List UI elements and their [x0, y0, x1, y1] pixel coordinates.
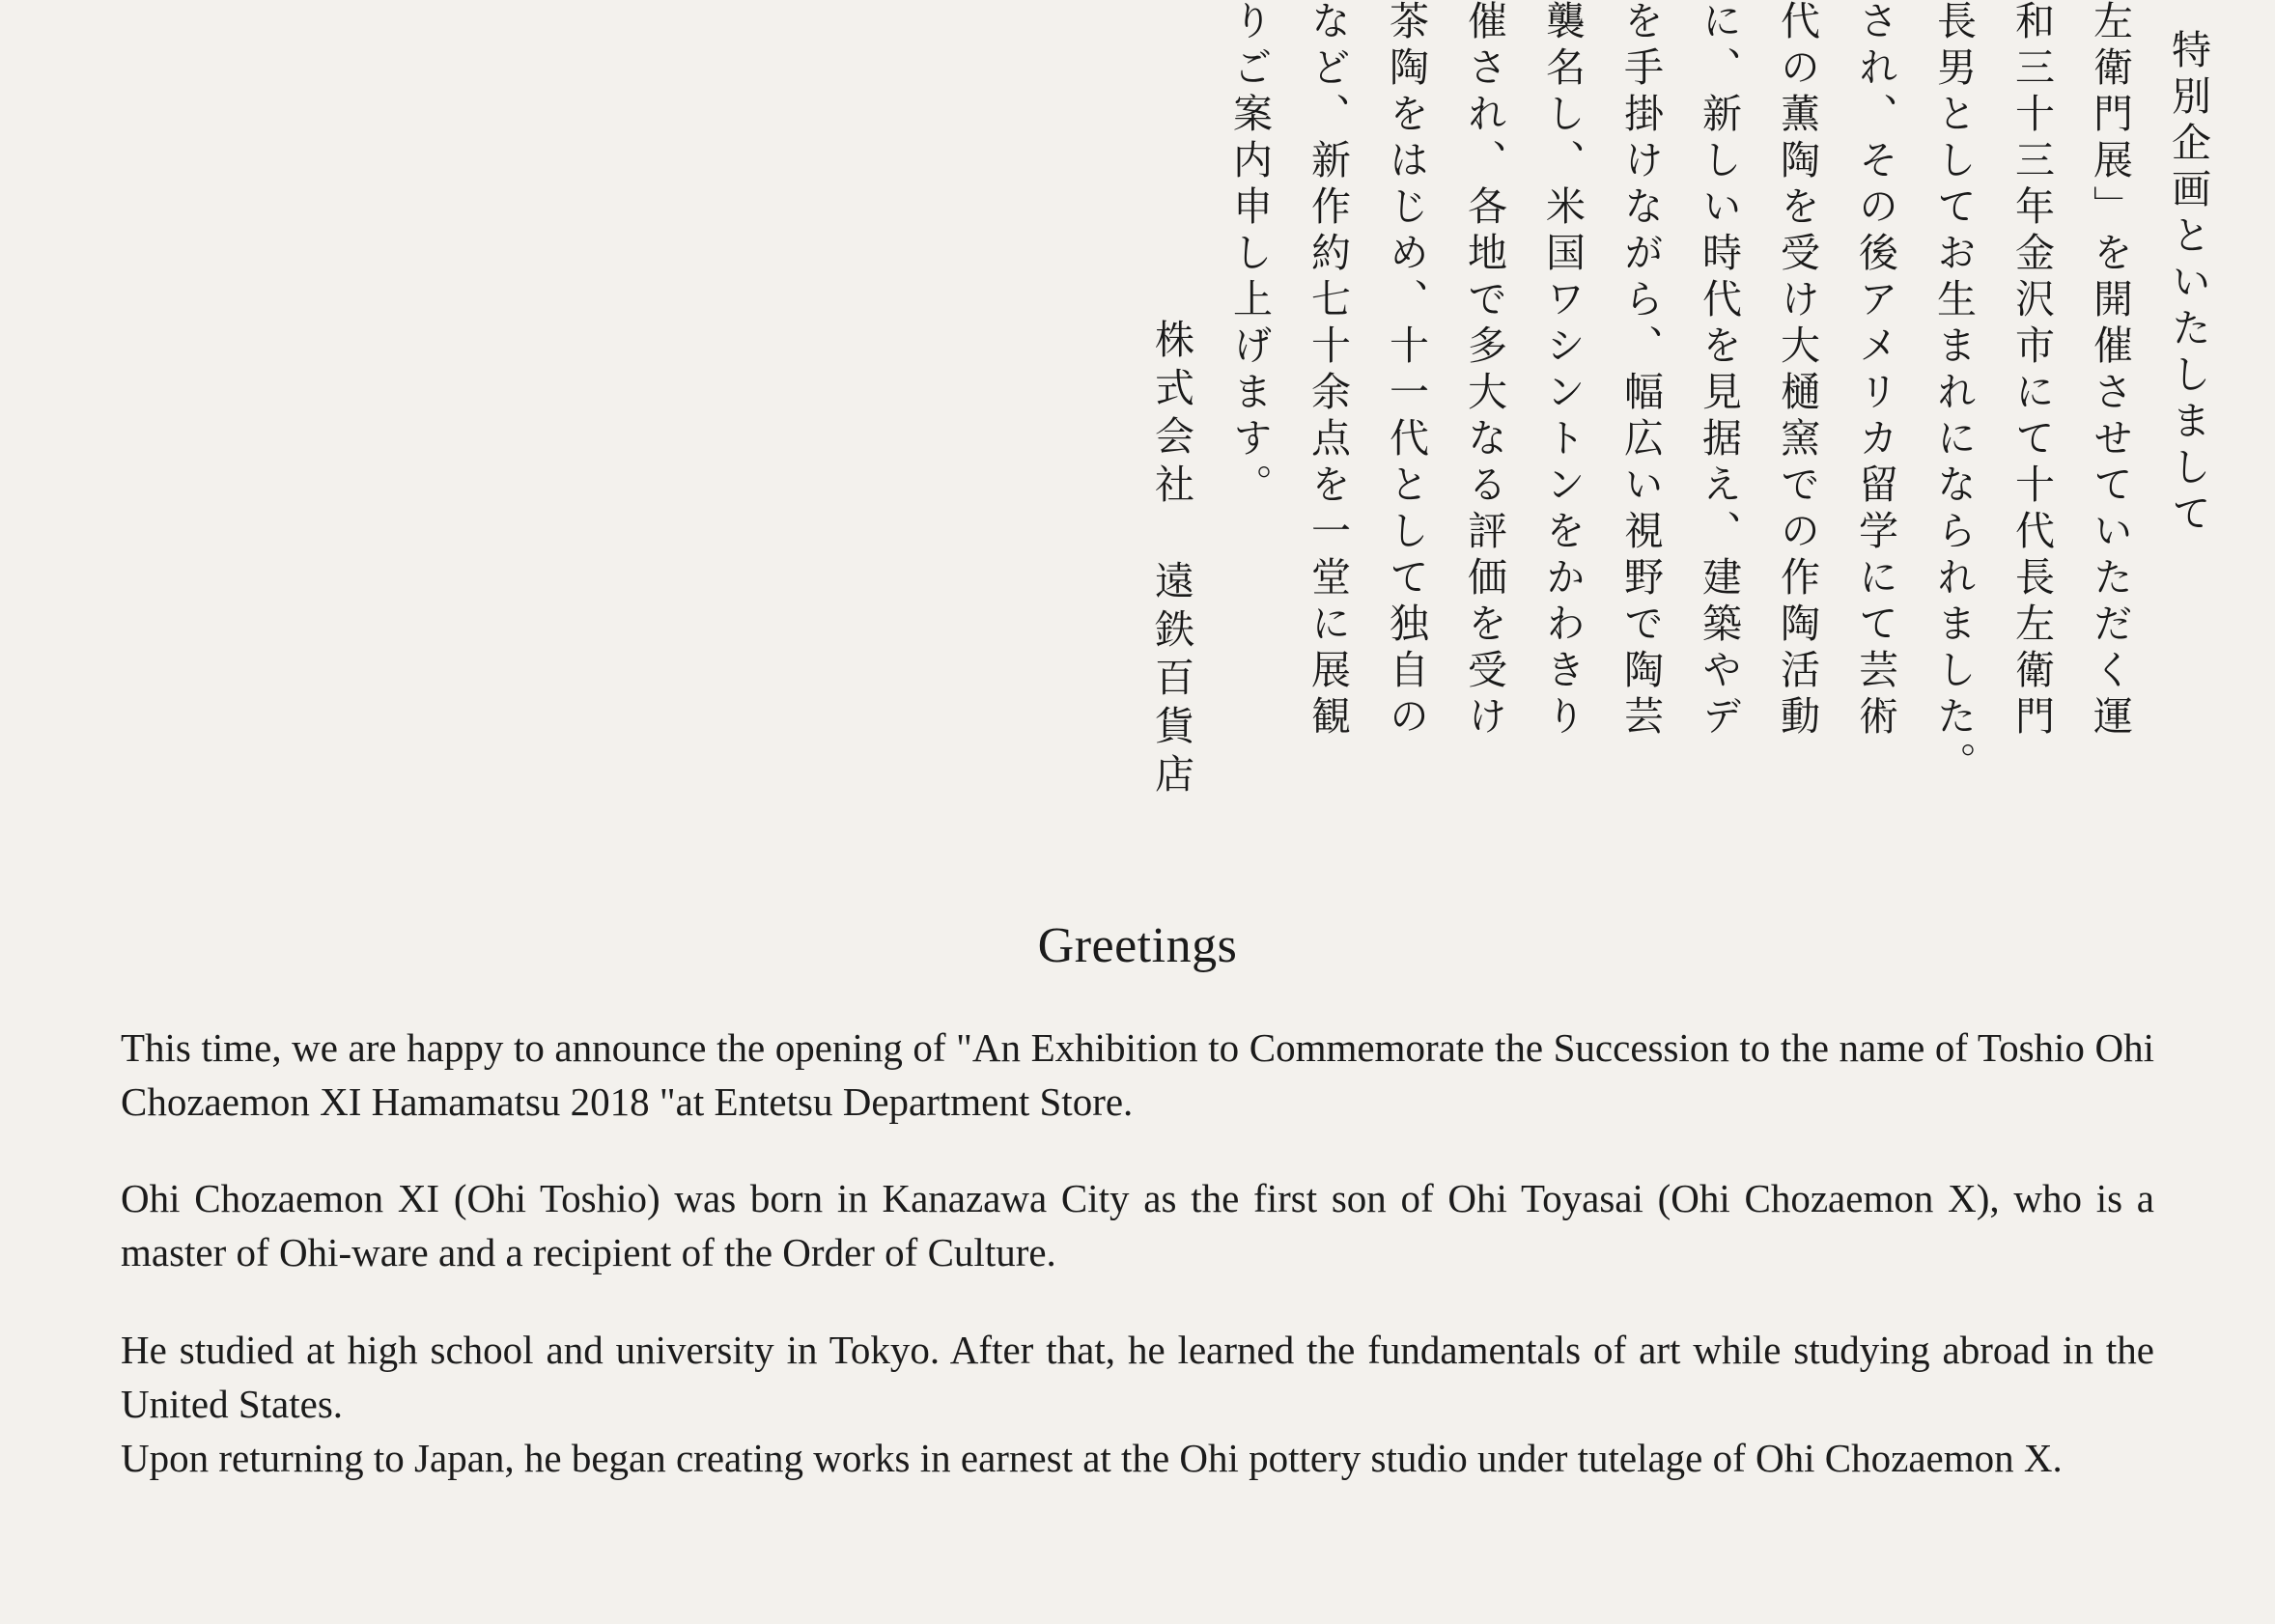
- japanese-column: され、その後アメリカ留学にて芸術: [1852, 0, 1898, 742]
- japanese-column: 茶陶をはじめ、十一代として独自の: [1383, 0, 1429, 742]
- japanese-column: 催され、各地で多大なる評価を受け: [1461, 0, 1507, 742]
- greeting-paragraph: Ohi Chozaemon XI (Ohi Toshio) was born in Kanazawa City as the first son of Ohi Toyasai (Ohi Chozaemon X), who is a master of Ohi-ware and a recipient of the Order of Culture.: [121, 1176, 2154, 1275]
- japanese-column: など、新作約七十余点を一堂に展観: [1305, 0, 1351, 742]
- japanese-signature: 株式会社 遠鉄百貨店: [1148, 319, 1194, 801]
- japanese-column: 和三十三年金沢市にて十代長左衛門: [2008, 0, 2055, 742]
- greetings-heading: Greetings: [1037, 918, 1238, 973]
- japanese-column: 特別企画といたしまして: [2165, 29, 2211, 539]
- japanese-column: を手掛けながら、幅広い視野で陶芸: [1617, 0, 1664, 742]
- japanese-column: 代の薫陶を受け大樋窯での作陶活動: [1774, 0, 1820, 742]
- greeting-paragraph: He studied at high school and university in Tokyo. After that, he learned the fundamentals of art while studying abroad in the United States.: [121, 1327, 2154, 1426]
- japanese-column: 襲名し、米国ワシントンをかわきり: [1539, 0, 1586, 742]
- greeting-paragraph: Upon returning to Japan, he began creating works in earnest at the Ohi pottery studio under tutelage of Ohi Chozaemon X.: [121, 1435, 2063, 1480]
- japanese-column: りご案内申し上げます。: [1226, 0, 1273, 510]
- greeting-paragraph: This time, we are happy to announce the opening of "An Exhibition to Commemorate the Succession to the name of Toshio Ohi Chozaemon XI Hamamatsu 2018 "at Entetsu Department Store.: [121, 1025, 2154, 1125]
- japanese-column: に、新しい時代を見据え、建築やデ: [1696, 0, 1742, 742]
- japanese-column: 左衛門展」を開催させていただく運: [2087, 0, 2133, 742]
- english-text-block: [0, 893, 2275, 1485]
- japanese-column: 長男としてお生まれになられました。: [1930, 0, 1977, 788]
